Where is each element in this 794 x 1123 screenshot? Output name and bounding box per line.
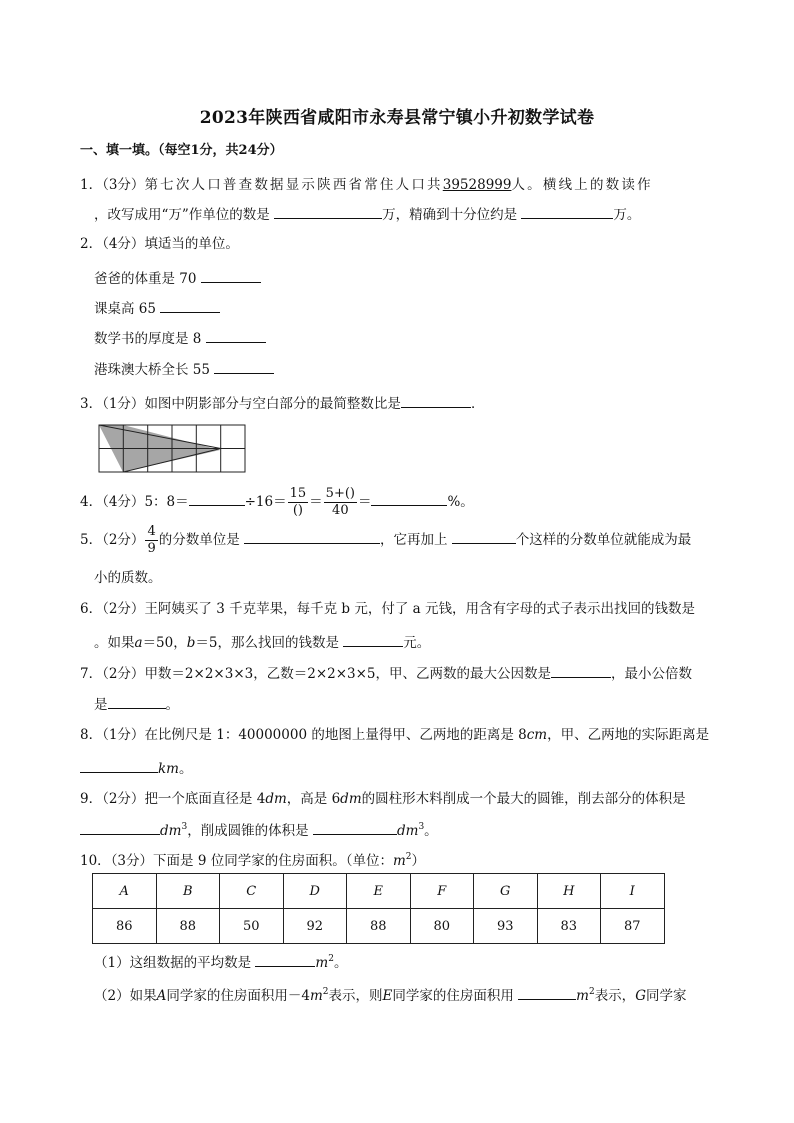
answer-blank[interactable] (244, 529, 380, 544)
variable: a (134, 635, 143, 651)
question-text: 5：8＝ (144, 494, 189, 510)
question-text: （1）这组数据的平均数是 (94, 955, 252, 971)
question-6-line-2 (94, 632, 430, 653)
answer-blank[interactable] (189, 491, 245, 506)
table-header-cell: D (283, 874, 347, 909)
question-4-line (80, 484, 474, 520)
table-header-cell: C (220, 874, 284, 909)
table-cell: 83 (537, 909, 601, 944)
fraction-denominator: () (292, 503, 303, 518)
table-cell: 93 (474, 909, 538, 944)
question-text: ，它再加上 (380, 532, 448, 548)
question-10-sub-2 (94, 985, 686, 1006)
question-text: 同学家的住房面积用 (392, 988, 514, 1004)
answer-blank[interactable] (206, 328, 266, 343)
table-header-cell: G (474, 874, 538, 909)
question-number: 7． (80, 666, 103, 682)
question-text: ＝50， (142, 635, 187, 651)
underlined-number: 39528999 (442, 177, 512, 193)
housing-area-table (92, 873, 665, 944)
exponent: 2 (328, 954, 334, 964)
table-cell: 92 (283, 909, 347, 944)
fraction-denominator: 9 (147, 541, 156, 556)
unit-label: dm (396, 823, 419, 839)
question-text: 填适当的单位。 (144, 236, 239, 252)
question-7-line-2 (94, 694, 179, 715)
question-text: 。 (178, 761, 193, 777)
question-number: 3． (80, 396, 103, 412)
answer-blank[interactable] (313, 820, 397, 835)
variable: E (382, 988, 393, 1004)
question-8-line-2 (80, 758, 192, 779)
question-score: （3分） (110, 853, 154, 869)
unit-item (94, 268, 261, 289)
unit-item (94, 328, 266, 349)
unit-label: dm (160, 823, 182, 839)
question-text: 的分数单位是 (158, 532, 240, 548)
question-text: ＝ (357, 494, 372, 510)
question-text: 是 (94, 697, 108, 713)
question-5-line-1 (80, 522, 691, 558)
exponent: 3 (418, 822, 425, 832)
question-text: ） (411, 853, 425, 869)
question-score: （4分） (102, 236, 145, 252)
answer-blank[interactable] (80, 758, 158, 773)
answer-blank[interactable] (551, 663, 611, 678)
question-text: ÷16＝ (244, 494, 287, 510)
question-9-line-1 (80, 789, 686, 809)
question-text: 王阿姨买了 3 千克苹果，每千克 b 元，付了 a 元钱，用含有字母的式子表示出找回的钱数是 (144, 601, 695, 617)
question-3-line (80, 393, 484, 414)
fraction (145, 524, 157, 557)
question-text: 。 (424, 823, 438, 839)
question-number: 5． (80, 532, 103, 548)
question-text: 万，精确到十分位约是 (382, 207, 518, 223)
question-6-line-1 (80, 599, 695, 619)
question-score: （1分） (102, 396, 145, 412)
question-number: 8． (80, 727, 103, 743)
question-text: 第七次人口普查数据显示陕西省常住人口共 (144, 177, 443, 193)
answer-blank[interactable] (214, 359, 274, 374)
page-title: 2023年陕西省咸阳市永寿县常宁镇小升初数学试卷 (199, 108, 595, 128)
answer-blank[interactable] (274, 204, 382, 219)
shaded-grid-figure (98, 424, 246, 474)
table-cell: 50 (220, 909, 284, 944)
question-score: （2分） (102, 601, 145, 617)
answer-blank[interactable] (255, 952, 315, 967)
question-9-line-2 (80, 820, 438, 841)
question-text: 如图中阴影部分与空白部分的最简整数比是 (144, 396, 401, 412)
question-text: ． (470, 396, 485, 412)
unit-item-text: 爸爸的体重是 70 (94, 271, 197, 287)
question-score: （2分） (102, 532, 145, 548)
variable: G (635, 988, 646, 1004)
table-header-cell: I (601, 874, 665, 909)
fraction (324, 486, 357, 519)
question-text: 元。 (403, 635, 431, 651)
table-header-cell: F (410, 874, 474, 909)
answer-blank[interactable] (401, 393, 471, 408)
question-7-line-1 (80, 663, 692, 684)
answer-blank[interactable] (80, 820, 160, 835)
answer-blank[interactable] (160, 298, 220, 313)
question-text: 把一个底面直径是 4 (144, 791, 266, 807)
answer-blank[interactable] (343, 632, 403, 647)
answer-blank[interactable] (371, 491, 447, 506)
question-text: ，甲、乙两地的实际距离是 (547, 727, 710, 743)
table-header-row (93, 874, 665, 909)
question-text: 。 (165, 697, 179, 713)
unit-label: m (576, 988, 589, 1004)
question-text: ，削成圆锥的体积是 (187, 823, 309, 839)
fraction-denominator: 40 (332, 503, 349, 518)
unit-label: m (392, 853, 406, 869)
fraction-numerator: 4 (147, 524, 156, 539)
question-10-sub-1 (94, 952, 347, 973)
section-heading: 一、填一填。（每空1分，共24分） (80, 143, 283, 158)
question-text: 。 (333, 955, 348, 971)
question-number: 6． (80, 601, 103, 617)
variable: b (186, 635, 196, 651)
answer-blank[interactable] (518, 985, 576, 1000)
table-header-cell: H (537, 874, 601, 909)
table-header-cell: A (93, 874, 157, 909)
exponent: 2 (405, 852, 412, 862)
unit-label: m (309, 988, 323, 1004)
question-text: %。 (447, 494, 474, 510)
question-score: （3分） (102, 177, 145, 193)
question-number: 10． (80, 853, 111, 869)
question-text: （2）如果 (94, 988, 157, 1004)
exponent: 3 (181, 822, 188, 832)
unit-item (94, 359, 274, 380)
question-score: （2分） (102, 791, 145, 807)
question-text: 同学家的住房面积用－4 (166, 988, 310, 1004)
question-text: ，最小公倍数 (611, 666, 693, 682)
variable: A (156, 988, 167, 1004)
unit-label: dm (340, 791, 362, 807)
answer-blank[interactable] (452, 529, 516, 544)
unit-label: km (158, 761, 179, 777)
answer-blank[interactable] (108, 694, 166, 709)
question-1-line-2 (94, 204, 640, 225)
answer-blank[interactable] (521, 204, 613, 219)
question-2-line (80, 234, 239, 254)
question-text: 个这样的分数单位就能成为最 (515, 532, 692, 548)
question-text: 万。 (613, 207, 641, 223)
question-text: 甲数＝2×2×3×3，乙数＝2×2×3×5，甲、乙两数的最大公因数是 (144, 666, 552, 682)
question-score: （2分） (102, 666, 145, 682)
fraction-numerator: 15 (289, 486, 307, 501)
question-text: 在比例尺是 1：40000000 的地图上量得甲、乙两地的距离是 8 (144, 727, 527, 743)
table-header-cell: E (347, 874, 411, 909)
exponent: 2 (588, 987, 595, 997)
table-row (93, 909, 665, 944)
question-text: 。如果 (94, 635, 135, 651)
question-text: 表示，则 (328, 988, 383, 1004)
question-number: 2． (80, 236, 103, 252)
fraction (288, 486, 309, 519)
exponent: 2 (322, 987, 329, 997)
question-text: ＝ (309, 494, 323, 510)
table-cell: 88 (347, 909, 411, 944)
table-header-cell: B (156, 874, 220, 909)
question-1-line-1 (80, 175, 653, 195)
question-number: 1． (80, 177, 103, 193)
unit-label: cm (526, 727, 548, 743)
question-text: ＝5，那么找回的钱数是 (195, 635, 339, 651)
question-text: 人。横线上的数读作 (511, 177, 653, 193)
answer-blank[interactable] (201, 268, 261, 283)
unit-label: dm (265, 791, 287, 807)
question-score: （4分） (102, 494, 145, 510)
unit-label: m (315, 955, 329, 971)
question-text: ，改写成用“万”作单位的数是 (94, 207, 270, 223)
unit-item-text: 数学书的厚度是 8 (94, 331, 202, 347)
question-text: 同学家 (645, 988, 687, 1004)
fraction-numerator: 5+() (325, 486, 355, 501)
question-text: 表示， (594, 988, 636, 1004)
table-cell: 86 (93, 909, 157, 944)
unit-item-text: 港珠澳大桥全长 55 (94, 362, 210, 378)
unit-item-text: 课桌高 65 (94, 301, 156, 317)
question-8-line-1 (80, 725, 709, 745)
unit-item (94, 298, 220, 319)
question-10-line (80, 851, 425, 871)
question-score: （1分） (102, 727, 145, 743)
question-text: 的圆柱形木料削成一个最大的圆锥，削去部分的体积是 (361, 791, 686, 807)
question-5-line-2: 小的质数。 (94, 570, 162, 586)
table-cell: 87 (601, 909, 665, 944)
table-cell: 88 (156, 909, 220, 944)
question-text: 下面是 9 位同学家的住房面积。（单位： (153, 853, 393, 869)
table-cell: 80 (410, 909, 474, 944)
question-text: ，高是 6 (286, 791, 341, 807)
question-number: 4． (80, 494, 103, 510)
question-number: 9． (80, 791, 103, 807)
